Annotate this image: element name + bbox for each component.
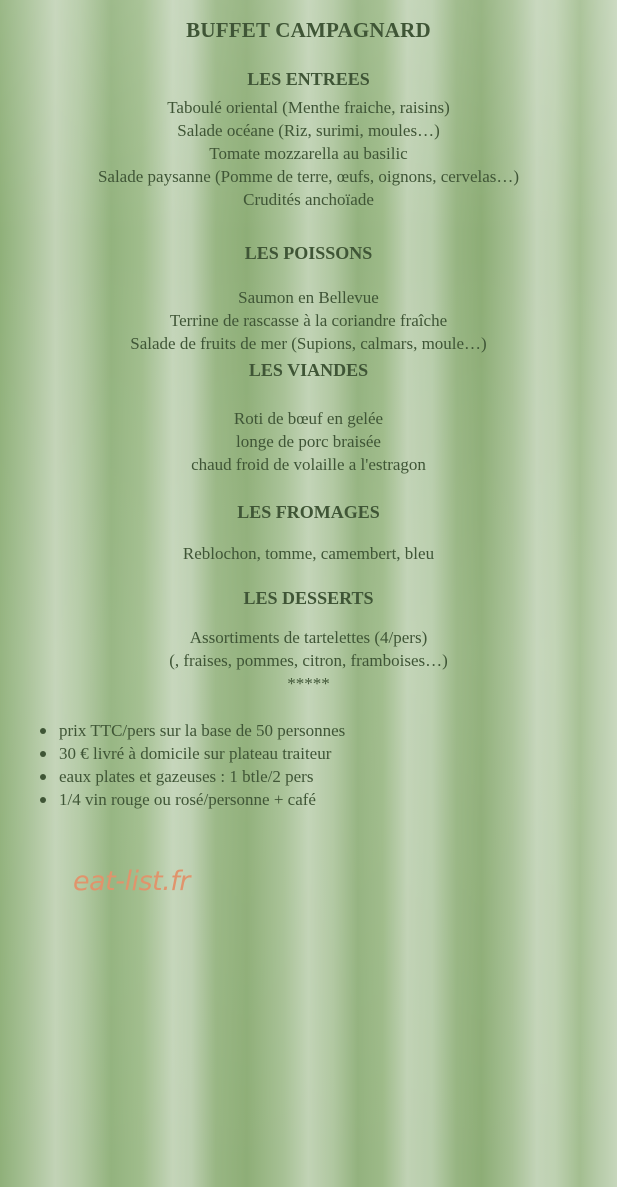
menu-item: chaud froid de volaille a l'estragon: [191, 455, 426, 474]
section-items-viandes: [0, 407, 617, 476]
section-heading-fromages: LES FROMAGES: [237, 502, 380, 522]
menu-item: Roti de bœuf en gelée: [233, 409, 384, 428]
menu-item: Saumon en Bellevue: [238, 288, 379, 307]
bullet-icon: [40, 751, 46, 757]
menu-item: Taboulé oriental (Menthe fraiche, raisins): [167, 98, 450, 117]
note-text: 30 € livré à domicile sur plateau traiteur: [59, 744, 332, 763]
menu-item: Salade paysanne (Pomme de terre, œufs, oignons, cervelas…): [97, 167, 520, 186]
bullet-icon: [40, 774, 46, 780]
note-text: prix TTC/pers sur la base de 50 personnes: [59, 721, 346, 740]
menu-item: Tomate mozzarella au basilic: [209, 144, 408, 163]
pricing-notes-list: [40, 719, 345, 811]
menu-item: Crudités anchoïade: [243, 190, 374, 209]
bullet-icon: [40, 728, 46, 734]
section-heading-desserts: LES DESSERTS: [243, 588, 374, 608]
menu-item: Assortiments de tartelettes (4/pers): [189, 628, 428, 647]
section-heading-poissons: LES POISSONS: [244, 243, 373, 263]
menu-item: Reblochon, tomme, camembert, bleu: [182, 544, 435, 563]
bullet-icon: [40, 797, 46, 803]
section-heading-viandes: LES VIANDES: [248, 360, 369, 380]
separator-stars: *****: [287, 674, 330, 693]
menu-item: Salade océane (Riz, surimi, moules…): [177, 121, 440, 140]
menu-item: (, fraises, pommes, citron, framboises…): [169, 651, 448, 670]
menu-title: BUFFET CAMPAGNARD: [186, 18, 431, 42]
menu-item: Salade de fruits de mer (Supions, calmars, moule…): [130, 334, 487, 353]
note-text: eaux plates et gazeuses : 1 btle/2 pers: [59, 767, 314, 786]
menu-item: Terrine de rascasse à la coriandre fraîche: [169, 311, 448, 330]
section-items-poissons: [0, 286, 617, 355]
watermark-logo: eat-list.fr: [73, 866, 190, 897]
list-item: [40, 765, 345, 788]
section-items-desserts: [0, 626, 617, 695]
list-item: [40, 742, 345, 765]
note-text: 1/4 vin rouge ou rosé/personne + café: [59, 790, 316, 809]
menu-item: longe de porc braisée: [236, 432, 381, 451]
section-heading-entrees: LES ENTREES: [247, 69, 370, 89]
list-item: [40, 719, 345, 742]
section-items-fromages: [0, 542, 617, 565]
list-item: [40, 788, 345, 811]
section-items-entrees: [0, 96, 617, 211]
